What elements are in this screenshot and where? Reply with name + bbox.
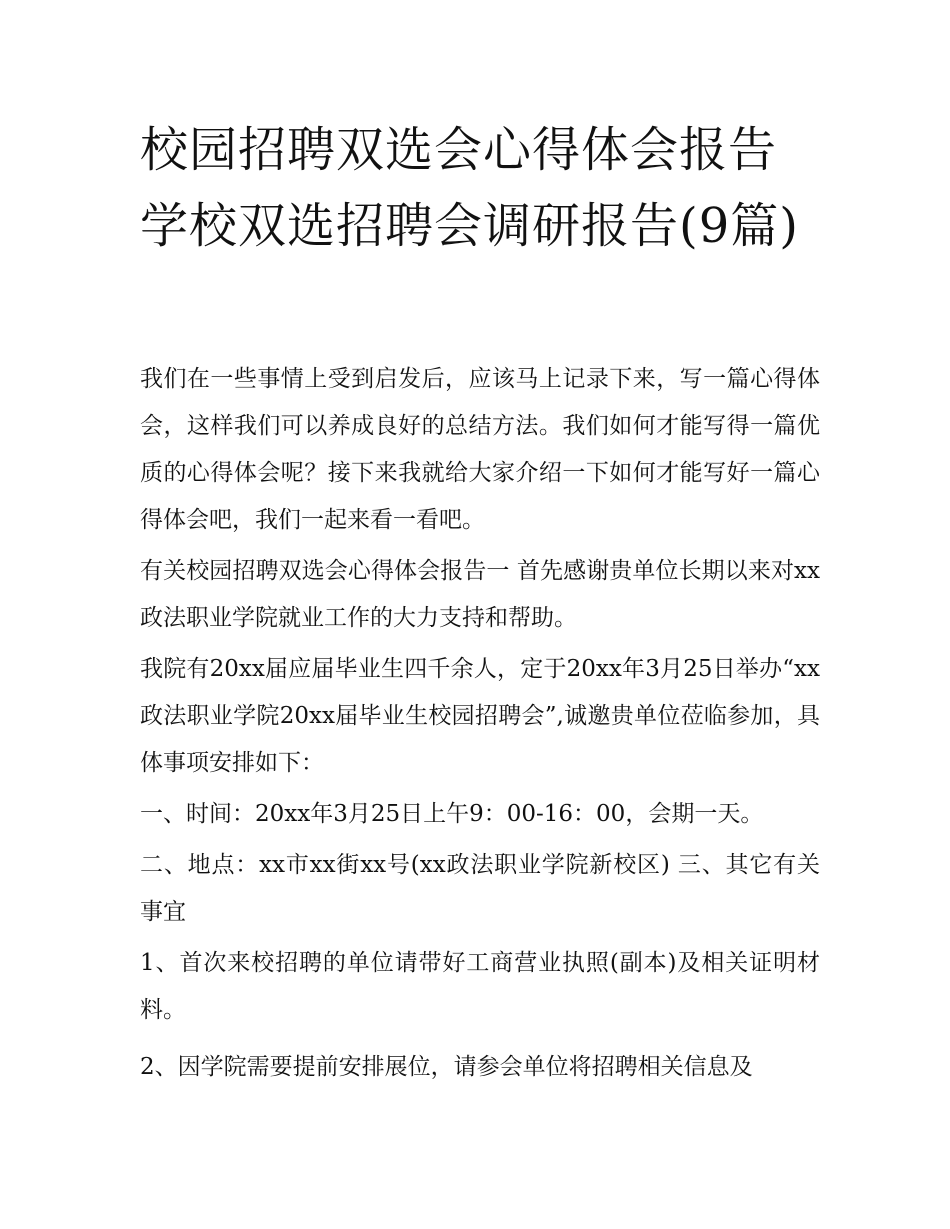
section-one-paragraph: 有关校园招聘双选会心得体会报告一 首先感谢贵单位长期以来对xx政法职业学院就业工作的大力支持和帮助。 [140,558,820,631]
document-body [140,356,820,1101]
event-paragraph: 我院有20xx届应届毕业生四千余人，定于20xx年3月25日举办“xx政法职业学院20xx届毕业生校园招聘会”,诚邀贵单位莅临参加，具体事项安排如下： [140,656,820,776]
intro-paragraph: 我们在一些事情上受到启发后，应该马上记录下来，写一篇心得体会，这样我们可以养成良好的总结方法。我们如何才能写得一篇优质的心得体会呢？接下来我就给大家介绍一下如何才能写好一篇心得体会吧，我们一起来看一看吧。 [140,366,820,533]
item-one-paragraph: 1、首次来校招聘的单位请带好工商营业执照(副本)及相关证明材料。 [140,950,820,1023]
time-paragraph: 一、时间：20xx年3月25日上午9：00-16：00，会期一天。 [140,801,764,827]
document-title: 校园招聘双选会心得体会报告学校双选招聘会调研报告(9篇) [140,122,799,254]
location-paragraph: 二、地点：xx市xx街xx号(xx政法职业学院新校区) 三、其它有关事宜 [140,852,820,925]
item-two-paragraph: 2、因学院需要提前安排展位，请参会单位将招聘相关信息及 [140,1054,753,1080]
